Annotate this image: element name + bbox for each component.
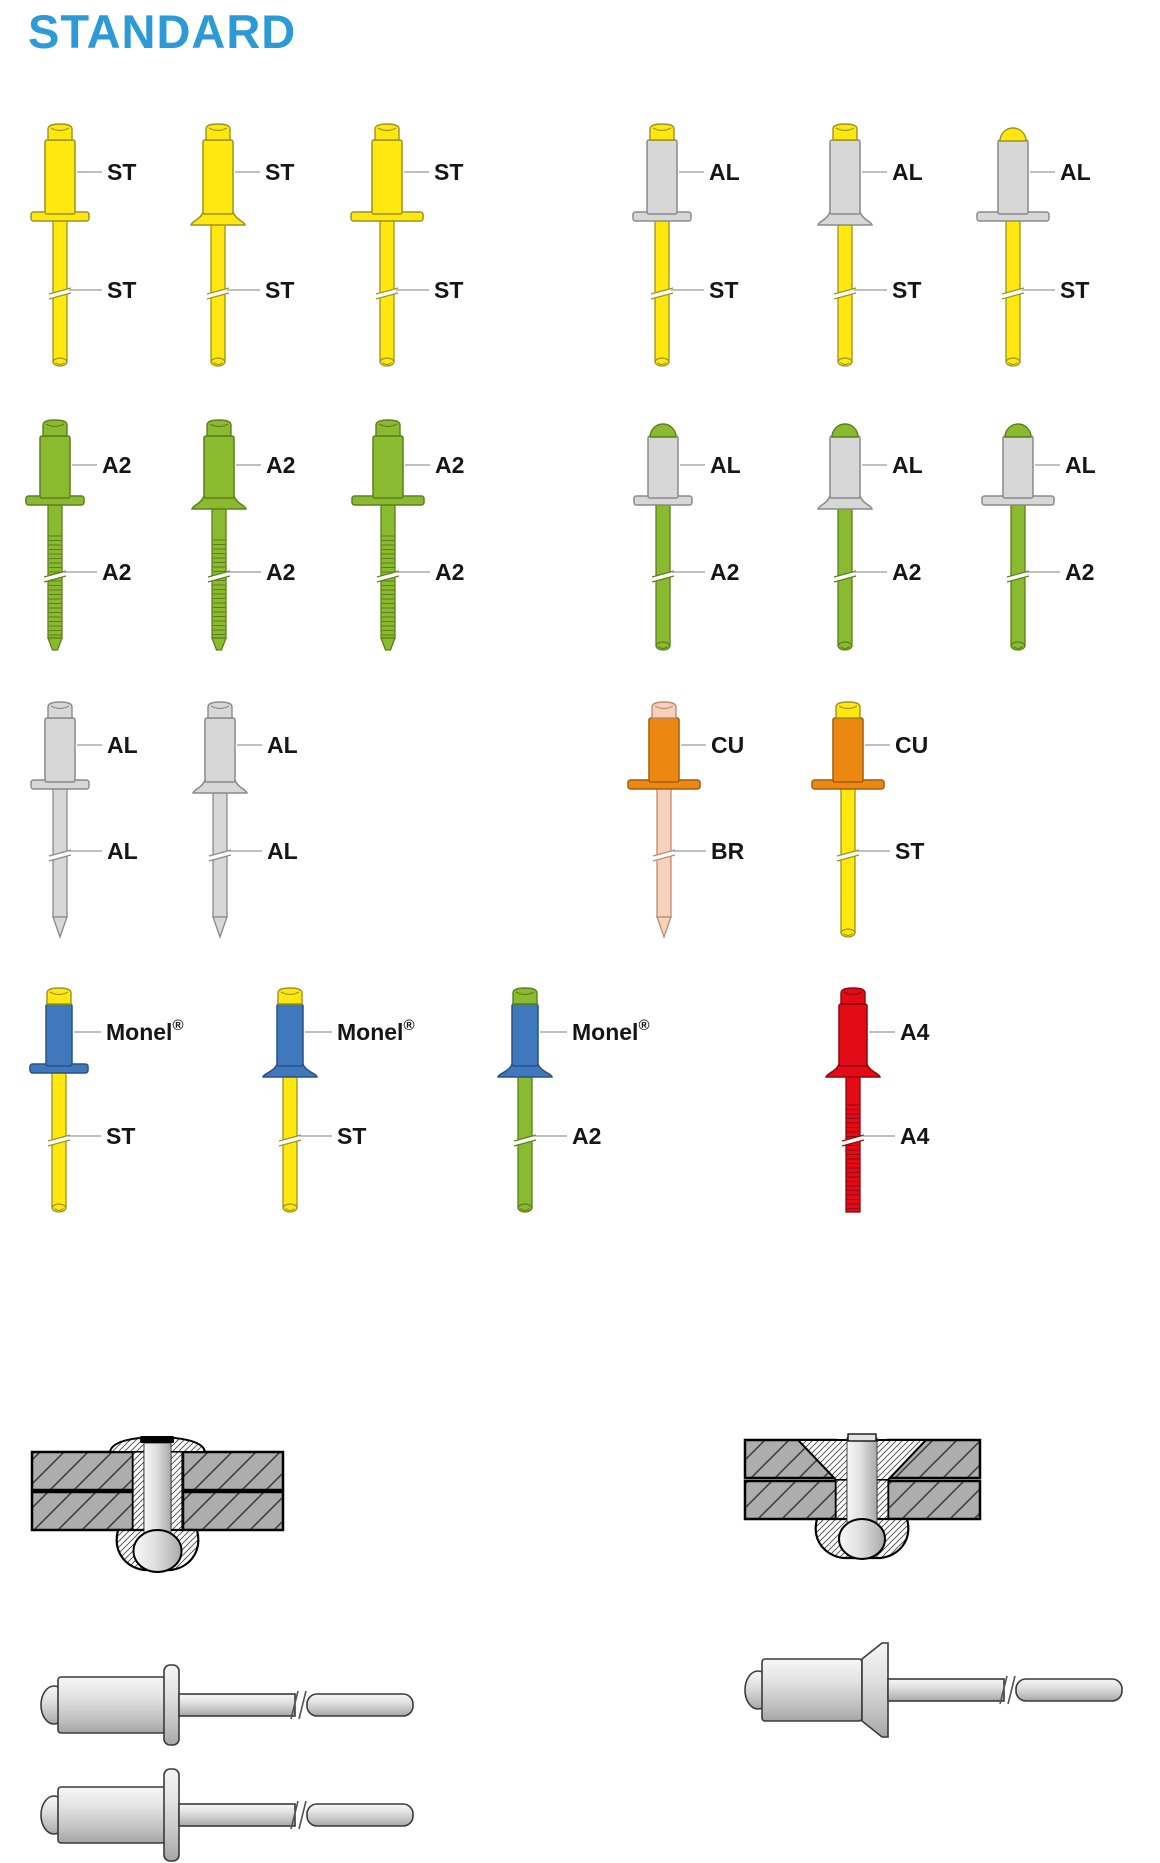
rivet-body: [512, 1004, 538, 1066]
rivet-countersunk-cone: [862, 1643, 888, 1737]
rivet-Monel-ST: [30, 988, 184, 1212]
rivet-body: [204, 436, 234, 498]
installation-cross-section-dome-head: [32, 1436, 283, 1572]
mandrel-head-dome: [1005, 424, 1031, 437]
mandrel-material-label: AL: [267, 838, 298, 864]
plate: [888, 1481, 980, 1519]
mandrel-taper-tip: [48, 638, 62, 650]
mandrel-material-label: BR: [711, 838, 745, 864]
set-rivet-side-view-dome: [41, 1665, 413, 1745]
mandrel-head-cap: [208, 702, 232, 718]
rivet-ST-ST: [351, 124, 463, 366]
mandrel-material-label: A4: [900, 1123, 930, 1149]
rivet-body: [205, 718, 235, 782]
plate: [745, 1481, 836, 1519]
rivet-AL-A2: [982, 424, 1096, 650]
mandrel-material-label: A2: [710, 559, 740, 585]
rivet-body: [649, 718, 679, 782]
mandrel-material-label: ST: [434, 277, 464, 303]
mandrel-head-dome: [832, 424, 858, 437]
rivet-body: [372, 140, 402, 214]
rivet-CU-ST: [812, 702, 928, 937]
mandrel-stem: [841, 787, 855, 933]
mandrel-material-label: A2: [572, 1123, 602, 1149]
mandrel-taper-tip: [381, 638, 395, 650]
body-material-label: AL: [267, 732, 298, 758]
rivet-body: [373, 436, 403, 498]
rivet-body: [833, 718, 863, 782]
rivet-body: [998, 140, 1028, 214]
rivet-AL-ST: [633, 124, 740, 366]
rivet-body: [1003, 436, 1033, 498]
rivet-body: [46, 1004, 72, 1066]
body-material-label: ST: [265, 159, 295, 185]
body-material-label: ST: [434, 159, 464, 185]
body-material-label: Monel®: [337, 1016, 415, 1045]
set-rivet-side-view-countersunk: [745, 1643, 1122, 1737]
mandrel-head-cap: [513, 988, 537, 1004]
rivet-Monel-ST: [263, 988, 415, 1212]
rivet-Monel-A2: [498, 988, 650, 1212]
rivet-A2-A2: [192, 420, 295, 650]
mandrel-head-cap: [48, 124, 72, 140]
plate: [32, 1492, 133, 1530]
rivet-body: [830, 436, 860, 498]
rivet-AL-A2: [818, 424, 923, 650]
rivet-body: [277, 1004, 303, 1066]
plate: [32, 1452, 133, 1490]
rivet-body: [203, 140, 233, 214]
mandrel-taper-tip: [212, 638, 226, 650]
body-material-label: Monel®: [572, 1016, 650, 1045]
plate: [183, 1452, 283, 1490]
mandrel-material-label: A2: [1065, 559, 1095, 585]
rivet-CU-BR: [628, 702, 745, 937]
mandrel-head-cap: [376, 420, 400, 436]
rivet-AL-AL: [193, 702, 298, 937]
mandrel-stem: [179, 1804, 295, 1826]
break-line: [1008, 1676, 1015, 1704]
rivet-body: [762, 1659, 862, 1721]
mandrel-head-dome: [1000, 128, 1026, 141]
mandrel-material-label: A2: [266, 559, 296, 585]
rivet-wall: [877, 1480, 888, 1519]
mandrel-material-label: ST: [1060, 277, 1090, 303]
plate: [183, 1492, 283, 1530]
mandrel-head-cap: [650, 124, 674, 140]
body-material-label: AL: [892, 452, 923, 478]
mandrel-ball-end: [134, 1530, 182, 1572]
rivet-body: [648, 436, 678, 498]
mandrel-material-label: ST: [895, 838, 925, 864]
mandrel-head-dome: [650, 424, 676, 437]
rivet-ST-ST: [31, 124, 136, 366]
mandrel-head-cap: [43, 420, 67, 436]
mandrel-point-tip: [53, 917, 67, 937]
rivet-AL-ST: [818, 124, 923, 366]
mandrel-head-cap: [375, 124, 399, 140]
mandrel-material-label: ST: [265, 277, 295, 303]
mandrel-head-cap: [836, 702, 860, 718]
mandrel-material-label: ST: [106, 1123, 136, 1149]
mandrel-stem: [381, 503, 395, 638]
rivet-AL-ST: [977, 128, 1091, 366]
mandrel-stem: [179, 1694, 295, 1716]
mandrel-material-label: A2: [435, 559, 465, 585]
rivet-flange-disc: [164, 1769, 179, 1861]
mandrel-head-cap: [278, 988, 302, 1004]
mandrel-material-label: AL: [107, 838, 138, 864]
mandrel-head-cap: [207, 420, 231, 436]
mandrel-head-cap: [833, 124, 857, 140]
body-material-label: A2: [102, 452, 132, 478]
rivet-body: [839, 1004, 867, 1066]
mandrel-material-label: ST: [107, 277, 137, 303]
body-material-label: CU: [895, 732, 929, 758]
mandrel-material-label: A2: [892, 559, 922, 585]
rivet-AL-A2: [634, 424, 741, 650]
mandrel-point-tip: [657, 917, 671, 937]
body-material-label: A2: [266, 452, 296, 478]
mandrel-material-label: A2: [102, 559, 132, 585]
body-material-label: CU: [711, 732, 745, 758]
rivet-body: [647, 140, 677, 214]
mandrel-material-label: ST: [337, 1123, 367, 1149]
rivet-A4-A4: [826, 988, 930, 1212]
body-material-label: A2: [435, 452, 465, 478]
body-material-label: AL: [710, 452, 741, 478]
mandrel-rod-continued: [1016, 1679, 1122, 1701]
sheared-mandrel-top: [140, 1436, 174, 1443]
mandrel-head-cap: [48, 702, 72, 718]
rivet-body: [58, 1677, 166, 1733]
break-line: [299, 1801, 306, 1829]
rivet-wall: [836, 1480, 847, 1519]
body-material-label: ST: [107, 159, 137, 185]
mandrel-head-cap: [841, 988, 865, 1004]
mandrel-material-label: ST: [709, 277, 739, 303]
mandrel-material-label: ST: [892, 277, 922, 303]
mandrel-head-cap: [47, 988, 71, 1004]
rivet-body: [45, 140, 75, 214]
rivet-A2-A2: [26, 420, 131, 650]
mandrel-head-cap: [206, 124, 230, 140]
installation-cross-section-countersunk: [745, 1434, 980, 1559]
break-line: [299, 1691, 306, 1719]
page-title: STANDARD: [28, 5, 297, 58]
mandrel-point-tip: [213, 917, 227, 937]
body-material-label: Monel®: [106, 1016, 184, 1045]
rivet-AL-AL: [31, 702, 138, 937]
body-material-label: A4: [900, 1019, 930, 1045]
rivet-body: [45, 718, 75, 782]
rivet-body: [830, 140, 860, 214]
mandrel-stem: [48, 503, 62, 638]
mandrel-rod-continued: [307, 1804, 413, 1826]
rivet-flange-disc: [164, 1665, 179, 1745]
rivet-wall: [171, 1452, 182, 1530]
mandrel-ball-end: [839, 1519, 885, 1559]
mandrel-stem: [888, 1679, 1004, 1701]
rivet-body: [40, 436, 70, 498]
mandrel-head-cap: [652, 702, 676, 718]
rivet-ST-ST: [191, 124, 294, 366]
rivet-body: [58, 1787, 166, 1843]
rivet-A2-A2: [352, 420, 464, 650]
body-material-label: AL: [709, 159, 740, 185]
body-material-label: AL: [1065, 452, 1096, 478]
body-material-label: AL: [892, 159, 923, 185]
body-material-label: AL: [107, 732, 138, 758]
set-rivet-side-view-large: [41, 1769, 413, 1861]
body-material-label: AL: [1060, 159, 1091, 185]
mandrel-rod-continued: [307, 1694, 413, 1716]
rivet-wall: [133, 1452, 144, 1530]
sheared-mandrel-top: [848, 1434, 876, 1441]
